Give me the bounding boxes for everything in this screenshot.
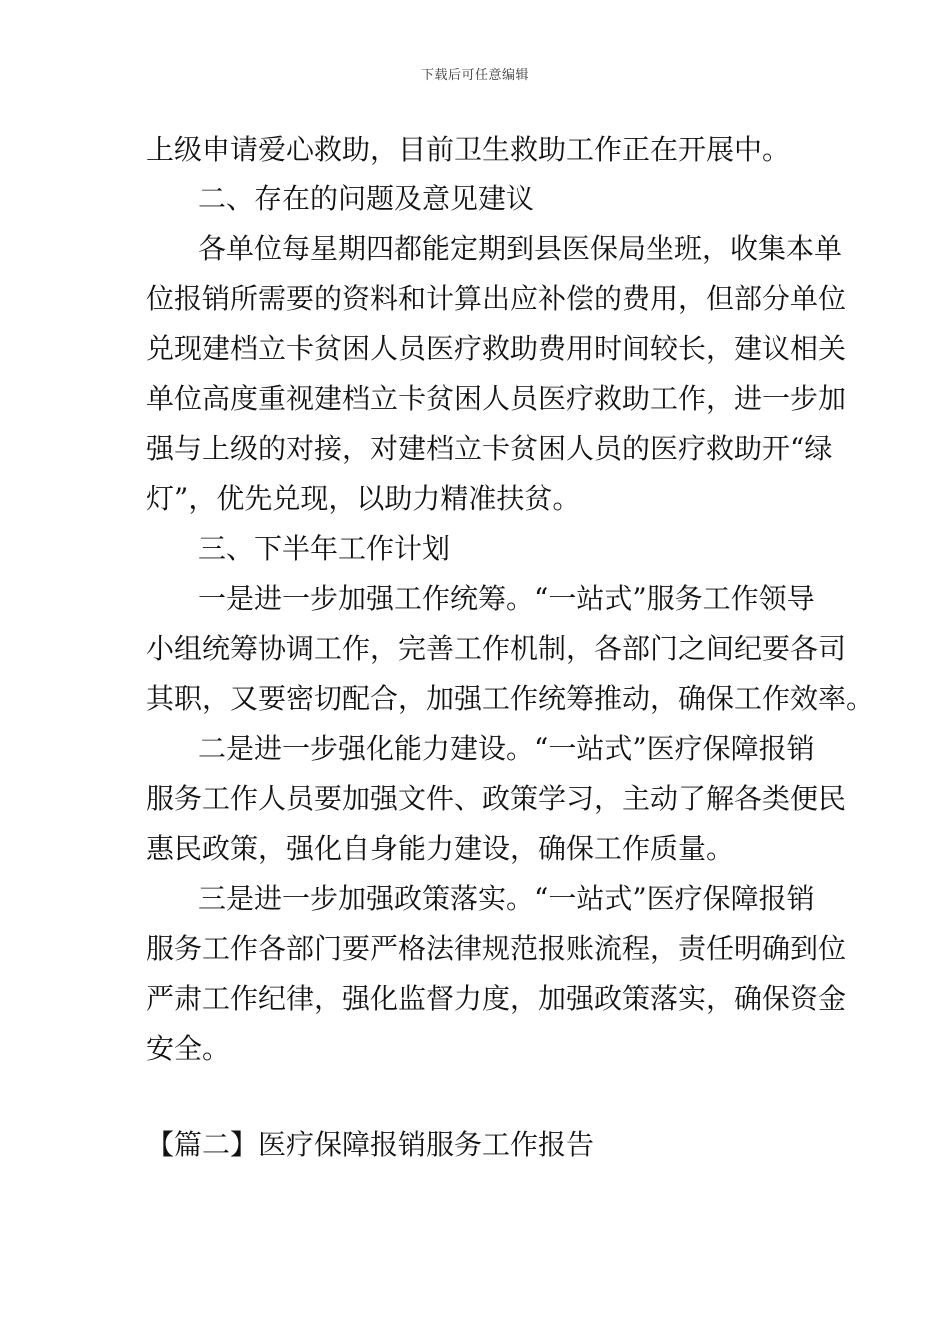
paragraph-line: 各单位每星期四都能定期到县医保局坐班，收集本单	[198, 232, 843, 265]
paragraph-line: 一是进一步加强工作统筹。“一站式”服务工作领导	[198, 582, 815, 615]
paragraph-line: 服务工作人员要加强文件、政策学习，主动了解各类便民	[146, 782, 847, 815]
paragraph-line: 小组统筹协调工作，完善工作机制，各部门之间纪要各司	[146, 632, 847, 665]
paragraph-line: 二是进一步强化能力建设。“一站式”医疗保障报销	[198, 732, 815, 765]
paragraph-line: 兑现建档立卡贫困人员医疗救助费用时间较长，建议相关	[146, 332, 847, 365]
paragraph-line: 惠民政策，强化自身能力建设，确保工作质量。	[146, 832, 735, 865]
page-header: 下载后可任意编辑	[420, 68, 529, 83]
section-heading-plan: 三、下半年工作计划	[198, 532, 451, 565]
paragraph-line: 位报销所需要的资料和计算出应补偿的费用，但部分单位	[146, 282, 847, 315]
section-title: 【篇二】医疗保障报销服务工作报告	[146, 1128, 595, 1161]
paragraph-line: 安全。	[146, 1032, 231, 1065]
section-heading-issues: 二、存在的问题及意见建议	[198, 182, 535, 215]
paragraph-line: 服务工作各部门要严格法律规范报账流程，责任明确到位	[146, 932, 847, 965]
paragraph-line: 灯”，优先兑现，以助力精准扶贫。	[146, 482, 581, 515]
paragraph-line: 三是进一步加强政策落实。“一站式”医疗保障报销	[198, 882, 815, 915]
paragraph-line: 单位高度重视建档立卡贫困人员医疗救助工作，进一步加	[146, 382, 847, 415]
paragraph-line: 其职，又要密切配合，加强工作统筹推动，确保工作效率。	[146, 682, 875, 715]
paragraph-line: 强与上级的对接，对建档立卡贫困人员的医疗救助开“绿	[146, 432, 833, 465]
paragraph-line: 严肃工作纪律，强化监督力度，加强政策落实，确保资金	[146, 982, 847, 1015]
paragraph-line: 上级申请爱心救助，目前卫生救助工作正在开展中。	[146, 133, 791, 166]
